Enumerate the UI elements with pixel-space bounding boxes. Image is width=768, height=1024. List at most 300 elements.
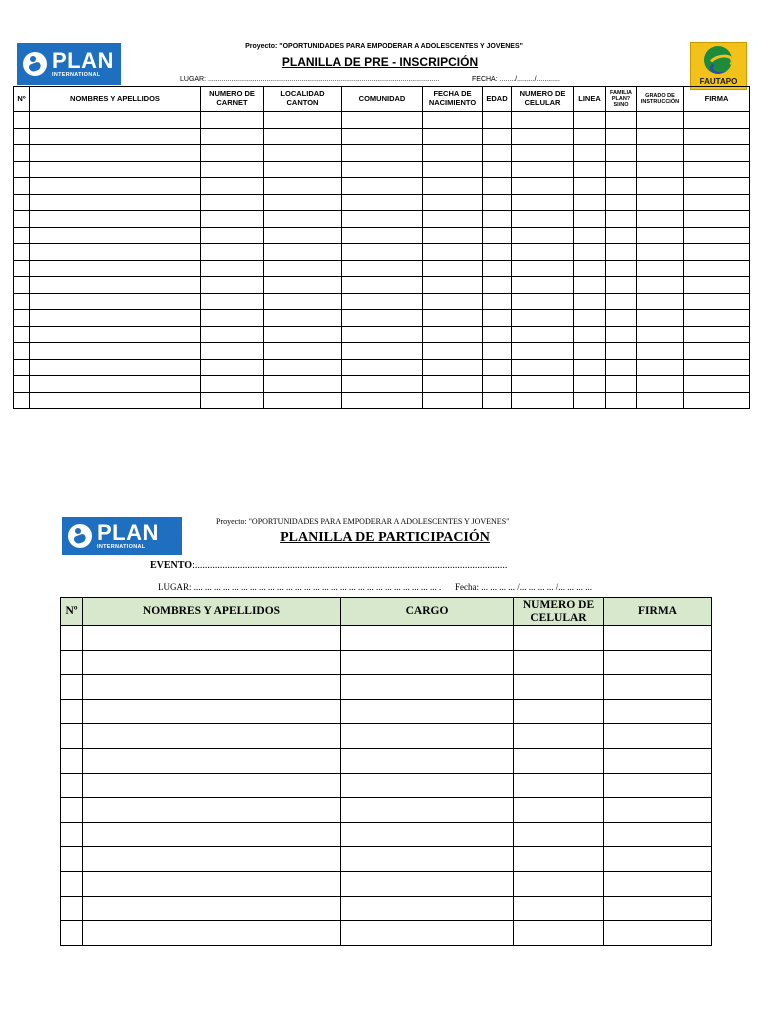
table-cell[interactable] [606,376,637,393]
table-cell[interactable] [342,260,423,277]
table-cell[interactable] [606,211,637,228]
table-cell[interactable] [514,773,604,798]
table-cell[interactable] [201,359,264,376]
table-cell[interactable] [514,921,604,946]
table-cell[interactable] [574,376,606,393]
table-cell[interactable] [264,376,342,393]
table-cell[interactable] [514,675,604,700]
table-cell[interactable] [423,293,483,310]
logo-plan-text: PLAN [52,47,114,73]
table-cell[interactable] [83,724,341,749]
table-cell[interactable] [341,921,514,946]
table-cell[interactable] [30,178,201,195]
table-cell[interactable] [30,145,201,162]
table-cell[interactable] [606,293,637,310]
table-row [61,773,712,798]
table-cell[interactable] [14,161,30,178]
fautapo-logo-text: FAUTAPO [699,77,738,86]
table-cell[interactable] [14,293,30,310]
table-cell[interactable] [512,376,574,393]
table-cell[interactable] [83,675,341,700]
table-cell[interactable] [606,277,637,294]
table-cell[interactable] [14,326,30,343]
table-cell[interactable] [14,260,30,277]
table-cell[interactable] [637,260,684,277]
table-cell[interactable] [423,194,483,211]
table-cell[interactable] [423,392,483,409]
table-cell[interactable] [483,326,512,343]
table-cell[interactable] [512,326,574,343]
table-cell[interactable] [574,161,606,178]
table-cell[interactable] [264,128,342,145]
table-cell[interactable] [637,359,684,376]
table-cell[interactable] [606,145,637,162]
table-cell[interactable] [604,675,712,700]
table-cell[interactable] [637,178,684,195]
table-cell[interactable] [342,128,423,145]
table-cell[interactable] [342,227,423,244]
table-cell[interactable] [423,359,483,376]
table-cell[interactable] [201,178,264,195]
table-cell[interactable] [637,161,684,178]
table-cell[interactable] [637,194,684,211]
table-cell[interactable] [342,310,423,327]
table-cell[interactable] [684,145,750,162]
table-cell[interactable] [342,178,423,195]
table-cell[interactable] [574,326,606,343]
table-cell[interactable] [574,293,606,310]
table-cell[interactable] [83,650,341,675]
table-cell[interactable] [342,343,423,360]
table-cell[interactable] [483,211,512,228]
table-cell[interactable] [264,161,342,178]
table-cell[interactable] [574,145,606,162]
table-cell[interactable] [264,359,342,376]
table-cell[interactable] [341,748,514,773]
table-cell[interactable] [483,359,512,376]
table-cell[interactable] [684,359,750,376]
table-cell[interactable] [637,376,684,393]
table-cell[interactable] [201,277,264,294]
table-cell[interactable] [483,128,512,145]
table-cell[interactable] [30,244,201,261]
table-cell[interactable] [14,178,30,195]
table-cell[interactable] [61,822,83,847]
table-cell[interactable] [264,293,342,310]
table-cell[interactable] [83,748,341,773]
table-cell[interactable] [342,293,423,310]
table-cell[interactable] [264,326,342,343]
table-cell[interactable] [514,896,604,921]
table-cell[interactable] [201,343,264,360]
table-cell[interactable] [83,626,341,651]
table-cell[interactable] [574,343,606,360]
table-cell[interactable] [483,277,512,294]
header-row [14,87,750,112]
table-cell[interactable] [264,227,342,244]
table-cell[interactable] [637,112,684,129]
table-cell[interactable] [83,798,341,823]
table-cell[interactable] [61,748,83,773]
table-cell[interactable] [604,650,712,675]
table-cell[interactable] [604,871,712,896]
table-cell[interactable] [512,178,574,195]
table-cell[interactable] [684,194,750,211]
table-cell[interactable] [604,822,712,847]
table-cell[interactable] [264,112,342,129]
table-cell[interactable] [483,343,512,360]
table-cell[interactable] [14,392,30,409]
table-cell[interactable] [14,211,30,228]
table-cell[interactable] [201,326,264,343]
table-cell[interactable] [512,128,574,145]
table-cell[interactable] [423,227,483,244]
table-cell[interactable] [83,921,341,946]
table-row [14,343,750,360]
table-cell[interactable] [14,128,30,145]
table-cell[interactable] [14,145,30,162]
table-cell[interactable] [83,822,341,847]
table-cell[interactable] [264,260,342,277]
table-cell[interactable] [684,128,750,145]
table-cell[interactable] [201,194,264,211]
table-cell[interactable] [342,161,423,178]
table-cell[interactable] [342,211,423,228]
table-cell[interactable] [14,359,30,376]
table-cell[interactable] [61,724,83,749]
table-cell[interactable] [574,128,606,145]
table-cell[interactable] [512,343,574,360]
table-cell[interactable] [606,326,637,343]
table-cell[interactable] [512,244,574,261]
table-cell[interactable] [30,326,201,343]
table-cell[interactable] [341,650,514,675]
evento-field[interactable] [150,560,507,571]
table-cell[interactable] [574,227,606,244]
table-cell[interactable] [512,392,574,409]
table-cell[interactable] [342,145,423,162]
table-cell[interactable] [604,847,712,872]
table-cell[interactable] [30,277,201,294]
table-cell[interactable] [684,260,750,277]
table-cell[interactable] [512,260,574,277]
table-cell[interactable] [684,227,750,244]
table-cell[interactable] [423,112,483,129]
table-cell[interactable] [423,326,483,343]
table-cell[interactable] [684,293,750,310]
table-cell[interactable] [264,194,342,211]
table-cell[interactable] [514,626,604,651]
table-cell[interactable] [264,310,342,327]
table-cell[interactable] [574,392,606,409]
table-cell[interactable] [574,244,606,261]
table-cell[interactable] [201,310,264,327]
lugar-field[interactable]: LUGAR: .... ... ... ... ... ... ... ... ... ... ... ... ... ... ... ... ... ... ... ... ... ... ... ... ... ... ... . [158,582,442,592]
table-cell[interactable] [14,310,30,327]
table-cell[interactable] [606,161,637,178]
table-cell[interactable] [341,675,514,700]
table-cell[interactable] [341,871,514,896]
table-cell[interactable] [574,359,606,376]
table-cell[interactable] [423,244,483,261]
table-cell[interactable] [483,260,512,277]
table-cell[interactable] [512,277,574,294]
table-cell[interactable] [342,359,423,376]
column-header: COMUNIDAD [342,87,423,112]
table-cell[interactable] [83,871,341,896]
table-cell[interactable] [341,773,514,798]
table-cell[interactable] [423,128,483,145]
table-cell[interactable] [606,227,637,244]
table-cell[interactable] [264,244,342,261]
table-cell[interactable] [61,847,83,872]
table-cell[interactable] [606,359,637,376]
plan-international-logo [17,43,121,85]
table-cell[interactable] [30,392,201,409]
lugar-field[interactable]: LUGAR: ....................................................................................................................... [180,76,440,83]
table-cell[interactable] [604,724,712,749]
table-cell[interactable] [512,161,574,178]
table-cell[interactable] [574,194,606,211]
table-cell[interactable] [483,112,512,129]
table-cell[interactable] [483,310,512,327]
table-cell[interactable] [264,343,342,360]
table-cell[interactable] [14,277,30,294]
table-cell[interactable] [83,896,341,921]
table-cell[interactable] [30,359,201,376]
table-cell[interactable] [423,145,483,162]
table-cell[interactable] [604,773,712,798]
table-cell[interactable] [201,260,264,277]
table-cell[interactable] [574,260,606,277]
table-cell[interactable] [512,310,574,327]
table-cell[interactable] [512,145,574,162]
table-cell[interactable] [483,376,512,393]
table-cell[interactable] [606,310,637,327]
table-cell[interactable] [606,392,637,409]
table-cell[interactable] [201,161,264,178]
column-header: GRADO DE INSTRUCCIÓN [637,87,684,112]
table-cell[interactable] [14,376,30,393]
table-cell[interactable] [30,310,201,327]
table-cell[interactable] [61,650,83,675]
table-cell[interactable] [637,293,684,310]
table-cell[interactable] [423,178,483,195]
table-cell[interactable] [14,194,30,211]
table-cell[interactable] [606,343,637,360]
table-cell[interactable] [514,798,604,823]
table-cell[interactable] [684,211,750,228]
column-header: EDAD [483,87,512,112]
table-cell[interactable] [201,376,264,393]
table-cell[interactable] [201,392,264,409]
table-cell[interactable] [30,227,201,244]
table-cell[interactable] [637,244,684,261]
table-cell[interactable] [604,699,712,724]
table-cell[interactable] [606,178,637,195]
table-cell[interactable] [684,112,750,129]
table-cell[interactable] [264,145,342,162]
table-cell[interactable] [483,392,512,409]
table-cell[interactable] [423,211,483,228]
table-cell[interactable] [483,145,512,162]
table-cell[interactable] [604,896,712,921]
table-cell[interactable] [341,724,514,749]
table-cell[interactable] [514,724,604,749]
table-cell[interactable] [341,896,514,921]
table-cell[interactable] [30,343,201,360]
table-cell[interactable] [30,161,201,178]
table-cell[interactable] [514,847,604,872]
table-cell[interactable] [341,699,514,724]
table-cell[interactable] [512,112,574,129]
table-cell[interactable] [342,277,423,294]
table-cell[interactable] [342,112,423,129]
table-cell[interactable] [684,392,750,409]
table-cell[interactable] [61,699,83,724]
table-cell[interactable] [684,244,750,261]
table-cell[interactable] [342,244,423,261]
table-cell[interactable] [341,626,514,651]
table-cell[interactable] [637,392,684,409]
table-cell[interactable] [61,871,83,896]
table-row [14,260,750,277]
table-cell[interactable] [514,871,604,896]
table-cell[interactable] [684,376,750,393]
table-cell[interactable] [61,675,83,700]
table-row [14,178,750,195]
table-cell[interactable] [637,145,684,162]
table-cell[interactable] [514,650,604,675]
table-cell[interactable] [512,293,574,310]
table-cell[interactable] [423,161,483,178]
table-cell[interactable] [342,194,423,211]
table-cell[interactable] [574,112,606,129]
table-cell[interactable] [483,244,512,261]
table-cell[interactable] [341,822,514,847]
table-cell[interactable] [684,178,750,195]
table-cell[interactable] [264,178,342,195]
table-cell[interactable] [264,211,342,228]
table-cell[interactable] [14,343,30,360]
table-cell[interactable] [574,310,606,327]
table-cell[interactable] [30,112,201,129]
table-cell[interactable] [514,699,604,724]
table-cell[interactable] [201,211,264,228]
table-cell[interactable] [574,277,606,294]
table-cell[interactable] [637,326,684,343]
table-cell[interactable] [423,376,483,393]
table-cell[interactable] [30,128,201,145]
table-cell[interactable] [684,277,750,294]
table-cell[interactable] [604,798,712,823]
table-cell[interactable] [423,260,483,277]
table-cell[interactable] [514,748,604,773]
table-cell[interactable] [201,227,264,244]
table-cell[interactable] [606,194,637,211]
table-row [61,626,712,651]
table-cell[interactable] [30,260,201,277]
table-cell[interactable] [83,773,341,798]
table-cell[interactable] [684,161,750,178]
table-cell[interactable] [201,293,264,310]
table-cell[interactable] [684,326,750,343]
table-cell[interactable] [30,194,201,211]
table-cell[interactable] [637,227,684,244]
table-cell[interactable] [201,244,264,261]
table-cell[interactable] [512,211,574,228]
table-cell[interactable] [342,376,423,393]
table-cell[interactable] [30,211,201,228]
table-cell[interactable] [637,310,684,327]
table-cell[interactable] [606,128,637,145]
table-cell[interactable] [423,343,483,360]
table-cell[interactable] [61,798,83,823]
table-cell[interactable] [684,343,750,360]
table-cell[interactable] [483,161,512,178]
table-cell[interactable] [606,112,637,129]
table-cell[interactable] [30,293,201,310]
table-cell[interactable] [341,847,514,872]
table-cell[interactable] [61,921,83,946]
table-cell[interactable] [637,211,684,228]
table-cell[interactable] [14,112,30,129]
table-cell[interactable] [341,798,514,823]
fecha-field[interactable]: FECHA: ......../........./............ [472,76,560,83]
table-cell[interactable] [342,326,423,343]
table-cell[interactable] [264,277,342,294]
table-cell[interactable] [574,211,606,228]
table-cell[interactable] [423,277,483,294]
table-cell[interactable] [637,343,684,360]
table-cell[interactable] [264,392,342,409]
table-cell[interactable] [637,128,684,145]
table-cell[interactable] [512,227,574,244]
table-cell[interactable] [83,847,341,872]
table-cell[interactable] [512,359,574,376]
table-cell[interactable] [83,699,341,724]
table-cell[interactable] [483,293,512,310]
table-cell[interactable] [483,227,512,244]
table-cell[interactable] [342,392,423,409]
column-header: NUMERO DE CARNET [201,87,264,112]
table-cell[interactable] [483,178,512,195]
table-cell[interactable] [61,896,83,921]
table-cell[interactable] [574,178,606,195]
table-cell[interactable] [423,310,483,327]
table-cell[interactable] [14,227,30,244]
table-cell[interactable] [604,626,712,651]
table-cell[interactable] [684,310,750,327]
table-cell[interactable] [512,194,574,211]
table-cell[interactable] [61,773,83,798]
table-cell[interactable] [637,277,684,294]
table-cell[interactable] [483,194,512,211]
table-cell[interactable] [201,145,264,162]
table-cell[interactable] [201,112,264,129]
table-cell[interactable] [30,376,201,393]
table-cell[interactable] [606,244,637,261]
table-cell[interactable] [604,748,712,773]
table-cell[interactable] [606,260,637,277]
table-cell[interactable] [61,626,83,651]
table-cell[interactable] [201,128,264,145]
table-cell[interactable] [14,244,30,261]
table-cell[interactable] [514,822,604,847]
column-header: Nº [61,598,83,626]
table-cell[interactable] [604,921,712,946]
fecha-field[interactable]: Fecha: ... ... ... ... /... ... ... ... /... ... ... ... [455,582,592,592]
